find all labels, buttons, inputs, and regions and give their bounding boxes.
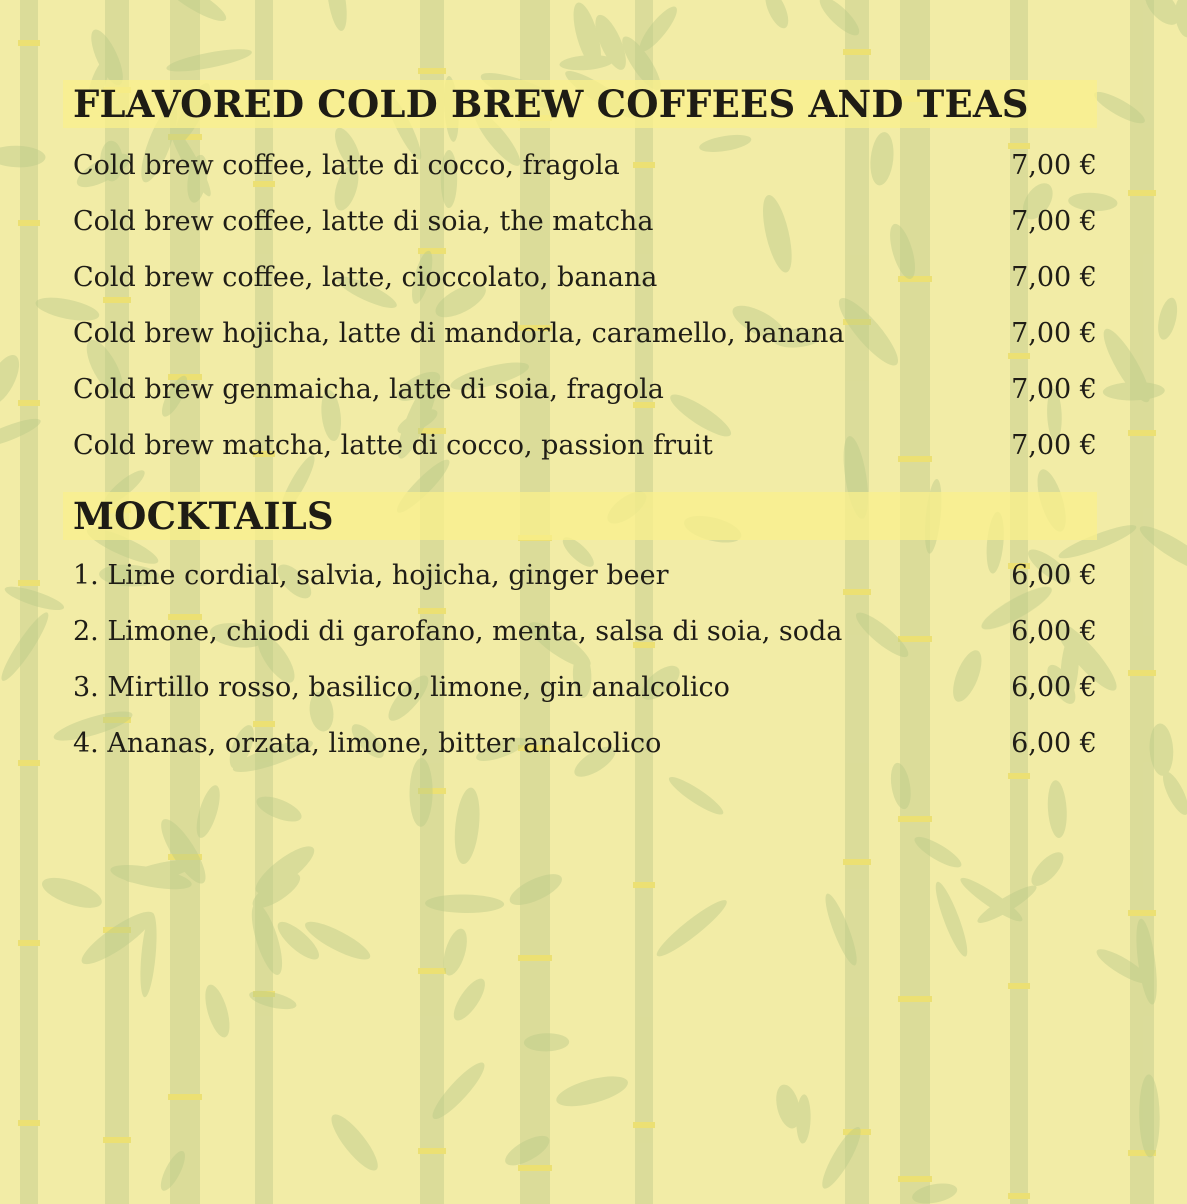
bamboo-leaf xyxy=(665,772,727,819)
bamboo-node xyxy=(1128,910,1156,916)
item-name: 1. Lime cordial, salvia, hojicha, ginger beer xyxy=(73,560,669,591)
item-name: 4. Ananas, orzata, limone, bitter analcolico xyxy=(73,728,662,759)
menu-item xyxy=(63,716,1097,772)
item-price: 7,00 € xyxy=(1011,262,1097,293)
bamboo-node xyxy=(1008,1193,1030,1199)
item-price: 7,00 € xyxy=(1011,430,1097,461)
menu-item xyxy=(63,548,1097,604)
bamboo-node xyxy=(633,1122,655,1128)
menu-item xyxy=(63,194,1097,250)
item-price: 6,00 € xyxy=(1011,616,1097,647)
menu-item xyxy=(63,362,1097,418)
bamboo-node xyxy=(898,996,932,1002)
bamboo-leaf xyxy=(1046,780,1068,839)
section-cold-brew xyxy=(63,80,1097,474)
section-title: FLAVORED COLD BREW COFFEES AND TEAS xyxy=(73,82,1029,126)
bamboo-leaf xyxy=(1158,768,1187,818)
item-price: 6,00 € xyxy=(1011,728,1097,759)
bamboo-node xyxy=(18,760,40,766)
item-name: Cold brew hojicha, latte di mandorla, caramello, banana xyxy=(73,318,845,349)
bamboo-leaf xyxy=(652,894,731,962)
bamboo-stalk xyxy=(1130,0,1154,1204)
bamboo-node xyxy=(843,859,871,865)
bamboo-leaf xyxy=(325,1109,385,1177)
bamboo-node xyxy=(1008,983,1030,989)
item-name: 3. Mirtillo rosso, basilico, limone, gin analcolico xyxy=(73,672,730,703)
bamboo-node xyxy=(18,40,40,46)
bamboo-node xyxy=(1128,670,1156,676)
menu-item xyxy=(63,418,1097,474)
bamboo-leaf xyxy=(451,786,482,865)
bamboo-leaf xyxy=(1155,296,1181,342)
bamboo-node xyxy=(1128,430,1156,436)
bamboo-leaf xyxy=(448,974,490,1025)
bamboo-node xyxy=(418,1148,446,1154)
bamboo-node xyxy=(18,400,40,406)
bamboo-node xyxy=(843,49,871,55)
item-price: 7,00 € xyxy=(1011,150,1097,181)
menu-page xyxy=(63,80,1097,772)
bamboo-node xyxy=(898,816,932,822)
bamboo-leaf xyxy=(553,1070,631,1112)
menu-item xyxy=(63,138,1097,194)
bamboo-leaf xyxy=(761,0,793,31)
bamboo-node xyxy=(18,940,40,946)
bamboo-leaf xyxy=(200,982,234,1040)
bamboo-leaf xyxy=(1026,847,1069,891)
item-name: Cold brew matcha, latte di cocco, passion fruit xyxy=(73,430,713,461)
bamboo-leaf xyxy=(930,879,972,959)
bamboo-node xyxy=(103,1137,131,1143)
item-list xyxy=(63,138,1097,474)
section-mocktails xyxy=(63,492,1097,772)
item-price: 7,00 € xyxy=(1011,206,1097,237)
bamboo-node xyxy=(633,882,655,888)
bamboo-node xyxy=(418,968,446,974)
bamboo-node xyxy=(18,220,40,226)
item-name: Cold brew coffee, latte di soia, the matcha xyxy=(73,206,654,237)
item-price: 7,00 € xyxy=(1011,318,1097,349)
bamboo-leaf xyxy=(323,0,350,32)
item-name: Cold brew coffee, latte, cioccolato, banana xyxy=(73,262,658,293)
bamboo-leaf xyxy=(0,145,46,168)
menu-item xyxy=(63,604,1097,660)
item-list xyxy=(63,548,1097,772)
item-name: Cold brew coffee, latte di cocco, fragola xyxy=(73,150,620,181)
item-name: 2. Limone, chiodi di garofano, menta, salsa di soia, soda xyxy=(73,616,843,647)
bamboo-node xyxy=(1008,773,1030,779)
bamboo-leaf xyxy=(38,872,105,914)
section-title-bar xyxy=(63,80,1097,128)
bamboo-node xyxy=(18,580,40,586)
bamboo-node xyxy=(518,1165,552,1171)
menu-item xyxy=(63,660,1097,716)
item-price: 6,00 € xyxy=(1011,672,1097,703)
item-name: Cold brew genmaicha, latte di soia, fragola xyxy=(73,374,664,405)
bamboo-node xyxy=(898,1176,932,1182)
bamboo-node xyxy=(1128,190,1156,196)
bamboo-node xyxy=(168,1094,202,1100)
bamboo-node xyxy=(518,955,552,961)
menu-item xyxy=(63,306,1097,362)
section-title: MOCKTAILS xyxy=(73,494,334,538)
menu-item xyxy=(63,250,1097,306)
item-price: 6,00 € xyxy=(1011,560,1097,591)
item-price: 7,00 € xyxy=(1011,374,1097,405)
bamboo-node xyxy=(418,68,446,74)
bamboo-node xyxy=(18,1120,40,1126)
section-title-bar xyxy=(63,492,1097,540)
